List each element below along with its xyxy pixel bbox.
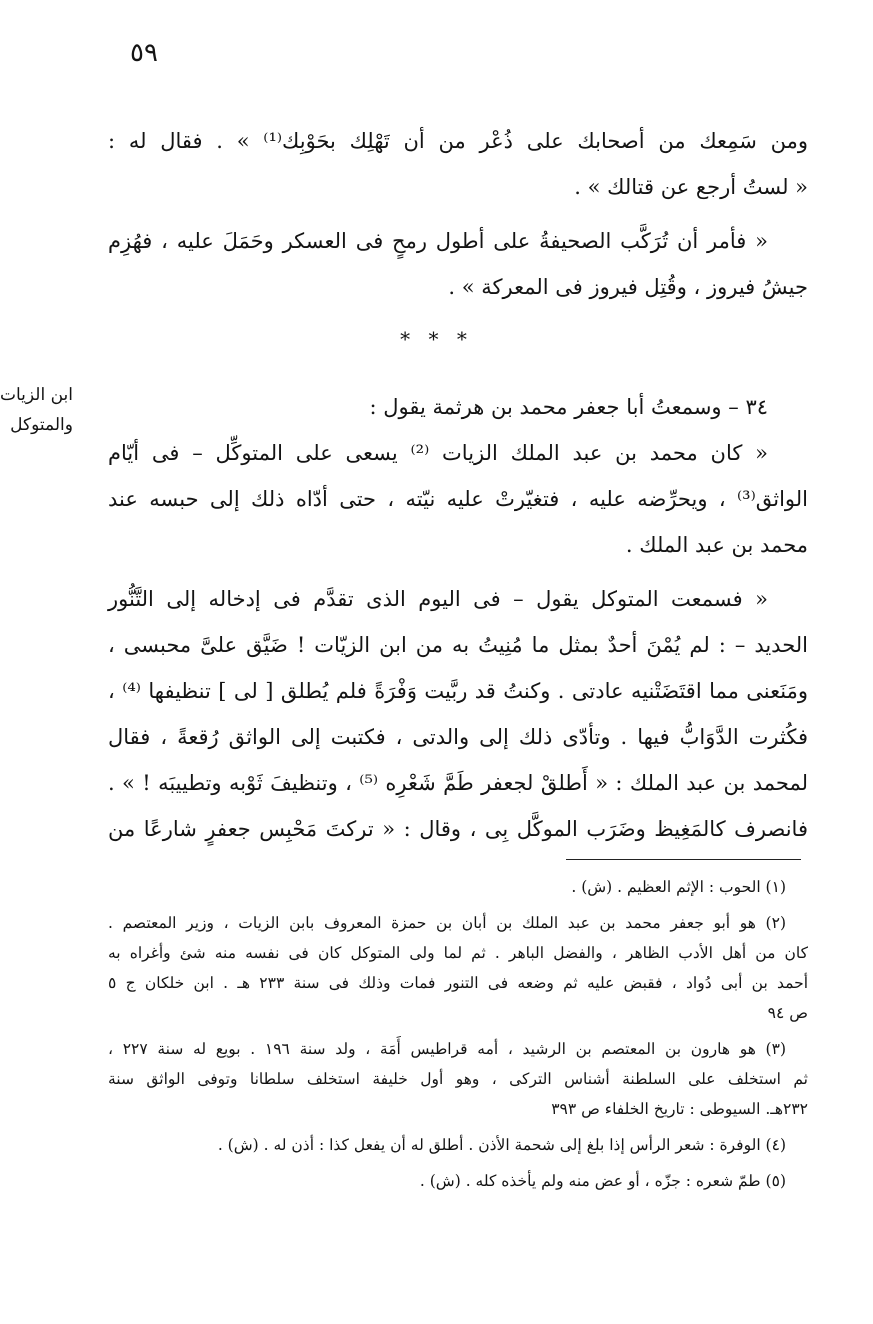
- text-line: فانصرف كالمَغِيظ وضَرَب الموكَّل بِى ، وقال : « تركتَ مَحْبِس جعفرٍ شارعًا من: [108, 817, 808, 841]
- main-text: [108, 118, 808, 310]
- footnote-line: (٤) الوفرة : شعر الرأس إذا بلغ إلى شحمة الأذن . أطلق له أن يفعل كذا : أذن له . (ش) .: [217, 1136, 786, 1154]
- footnote-3: [108, 1034, 808, 1124]
- footnote-5: [108, 1166, 808, 1196]
- footnotes: [108, 872, 808, 1202]
- footnote-line: (١) الحوب : الإثم العظيم . (ش) .: [571, 878, 786, 896]
- section-heading: ٣٤ – وسمعتُ أبا جعفر محمد بن هرثمة يقول :: [369, 395, 768, 419]
- footnote-line: (٥) طمّ شعره : جزّه ، أو عض منه ولم يأخذه كله . (ش) .: [419, 1172, 786, 1190]
- footnote-line: (٢) هو أبو جعفر محمد بن عبد الملك بن أبان بن حمزة المعروف بابن الزيات ، وزير المعتصم .: [108, 914, 786, 932]
- text-line: جيشُ فيروز ، وقُتِل فيروز فى المعركة » .: [448, 275, 808, 299]
- footnote-1: [108, 872, 808, 902]
- footnote-line: ثم استخلف على السلطنة أشناس التركى ، وهو أول خليفة استخلف سلطانا وتوفى الواثق سنة: [108, 1070, 808, 1088]
- footnote-4: [108, 1130, 808, 1160]
- text-line: ومَنَعنى مما اقتَضَتْنيه عادتى . وكنتُ قد ربَّيت وَفْرَةً فلم يُطلق [ لى ] تنظيفها ⁽⁴⁾ ،: [108, 679, 808, 703]
- text-line: محمد بن عبد الملك .: [625, 533, 808, 557]
- section-separator: * * *: [400, 327, 473, 351]
- text-line: لمحمد بن عبد الملك : « أَطلقْ لجعفر طَمَّ شَعْرِه ⁽⁵⁾ ، وتنظيفَ ثَوْبه وتطييبَه ! » .: [108, 771, 809, 795]
- footnote-line: (٣) هو هارون بن المعتصم بن الرشيد ، أمه قراطيس أَمَة ، ولد سنة ١٩٦ . بويع له سنة ٢٢٧ ،: [108, 1040, 786, 1058]
- footnote-line: أحمد بن أبى دُواد ، فقبض عليه ثم وضعه فى التنور فمات وذلك فى سنة ٢٣٣ هـ . ابن خلكان ج ٥: [108, 974, 809, 992]
- footnote-line: ٢٣٢هـ. السيوطى : تاريخ الخلفاء ص ٣٩٣: [551, 1100, 808, 1118]
- footnote-rule: [566, 859, 801, 860]
- margin-note-line-1: ابن الزيات: [0, 385, 73, 405]
- text-line: ومن سَمِعك من أصحابك على ذُعْر من أن تَهْلِك بحَوْبِك⁽¹⁾ » . فقال له :: [108, 129, 808, 153]
- text-line: الحديد – : لم يُمْنَ أحدٌ بمثل ما مُنِيتُ به من ابن الزيّات ! ضَيَّق علىَّ محبسى ،: [108, 633, 808, 657]
- margin-note-line-2: والمتوكل: [10, 415, 73, 435]
- footnote-line: كان من أهل الأدب الظاهر ، والفضل الباهر . ثم لما ولى المتوكل كان فى نفسه منه شئ وأغراه به: [108, 944, 808, 962]
- text-line: « فأمر أن تُرَكَّب الصحيفةُ على أطول رمحٍ فى العسكر وحَمَلَ عليه ، فهُزِم: [108, 229, 768, 253]
- text-line: « لستُ أرجع عن قتالك » .: [574, 175, 808, 199]
- text-line: « كان محمد بن عبد الملك الزيات ⁽²⁾ يسعى على المتوكِّل – فى أيّام: [108, 441, 768, 465]
- footnote-line: ص ٩٤: [767, 1004, 808, 1022]
- page-number: ٥٩: [130, 38, 158, 68]
- margin-note: [0, 380, 73, 440]
- section-34: [108, 384, 808, 852]
- text-line: « فسمعت المتوكل يقول – فى اليوم الذى تقدَّم فى إدخاله إلى التَّنُّور: [108, 587, 768, 611]
- text-line: فكُثرت الدَّوَابُّ فيها . وتأدّى ذلك إلى والدتى ، فكتبت إلى الواثق رُقعةً ، فقال: [108, 725, 808, 749]
- footnote-2: [108, 908, 808, 1028]
- text-line: الواثق⁽³⁾ ، ويحرِّضه عليه ، فتغيّرتْ عليه نيّته ، حتى أدّاه ذلك إلى حبسه عند: [108, 487, 808, 511]
